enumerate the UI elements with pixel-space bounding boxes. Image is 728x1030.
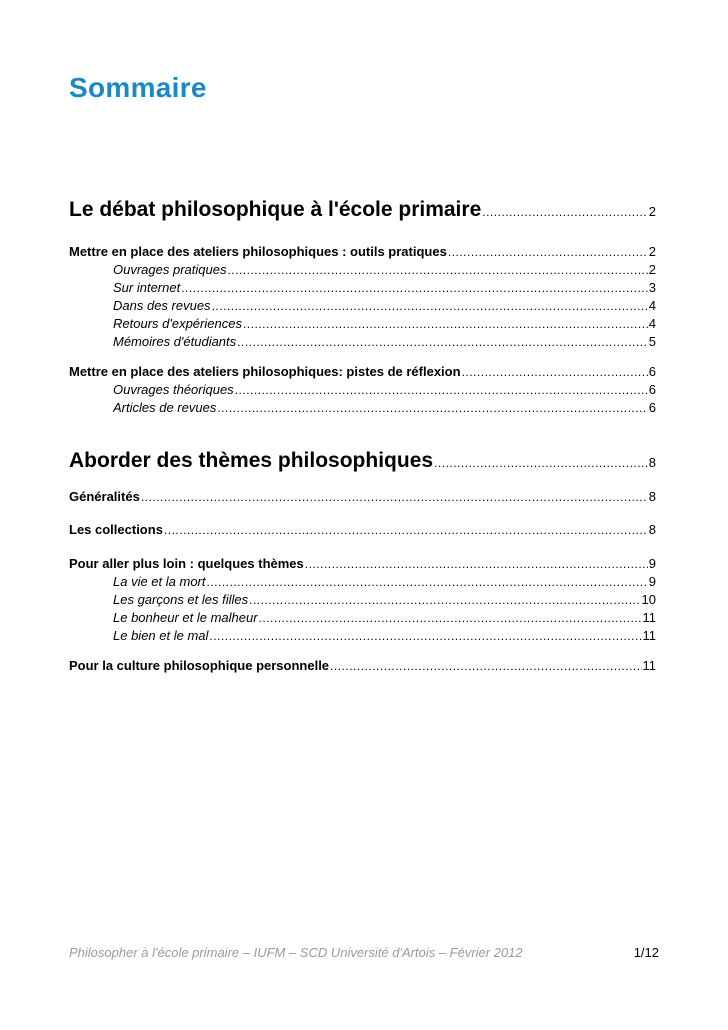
toc-page-number: 10 [641,592,656,607]
toc-entry[interactable] [113,334,656,349]
toc-page-number: 6 [648,364,656,379]
toc-entry-title: Les garçons et les filles [113,592,249,607]
toc-entry[interactable] [69,449,656,473]
toc-entry-title: Le bonheur et le malheur [113,610,258,625]
toc-entry-title: Ouvrages théoriques [113,382,234,397]
toc-entry-title: Articles de revues [113,400,217,415]
toc-entry[interactable] [113,298,656,313]
leader-dots [181,281,648,295]
leader-dots [330,659,641,673]
toc-entry-title: Les collections [69,522,163,537]
leader-dots [462,365,648,379]
leader-dots [212,299,648,313]
page-footer [69,945,659,960]
toc-entry[interactable] [113,316,656,331]
toc-page-number: 11 [642,658,656,673]
leader-dots [434,456,648,470]
toc-page-number: 8 [648,522,656,537]
toc-entry-title: Pour aller plus loin : quelques thèmes [69,556,304,571]
leader-dots [305,557,648,571]
toc-entry-title: Retours d'expériences [113,316,242,331]
toc-entry[interactable] [113,382,656,397]
leader-dots [209,629,641,643]
leader-dots [235,383,648,397]
toc-entry[interactable] [113,280,656,295]
toc-page-number: 3 [648,280,656,295]
leader-dots [164,523,648,537]
toc-page-number: 11 [642,610,656,625]
toc-page-number: 11 [642,628,656,643]
toc-page-number: 4 [648,298,656,313]
leader-dots [217,401,647,415]
leader-dots [243,317,648,331]
toc-entry-title: Aborder des thèmes philosophiques [69,449,434,472]
toc-entry[interactable] [69,244,656,259]
toc-entry-title: Le bien et le mal [113,628,209,643]
toc-entry[interactable] [69,489,656,504]
toc-entry-title: Sur internet [113,280,181,295]
toc-entry-title: Mémoires d'étudiants [113,334,237,349]
toc-entry[interactable] [69,522,656,537]
leader-dots [141,490,648,504]
toc-entry-title: Généralités [69,489,140,504]
leader-dots [207,575,648,589]
toc-entry[interactable] [113,574,656,589]
toc-entry[interactable] [113,628,656,643]
toc-page-number: 2 [648,244,656,259]
toc-entry-title: Pour la culture philosophique personnelle [69,658,330,673]
toc-entry-title: La vie et la mort [113,574,206,589]
toc-page-number: 6 [648,400,656,415]
leader-dots [237,335,648,349]
toc-entry-title: Ouvrages pratiques [113,262,227,277]
toc-page-number: 8 [648,455,656,470]
toc-page-number: 4 [648,316,656,331]
footer-text: Philosopher à l'école primaire – IUFM – SCD Université d'Artois – Février 2012 [69,945,523,960]
toc-entry[interactable] [69,364,656,379]
toc-page-number: 8 [648,489,656,504]
toc-entry-title: Mettre en place des ateliers philosophiques: pistes de réflexion [69,364,461,379]
toc-entry[interactable] [69,658,656,673]
toc-entry[interactable] [113,262,656,277]
leader-dots [448,245,648,259]
footer-page-number: 1/12 [633,945,659,960]
toc-entry[interactable] [113,610,656,625]
leader-dots [227,263,647,277]
toc-page-number: 9 [648,556,656,571]
toc-page-number: 2 [648,204,656,219]
leader-dots [249,593,640,607]
toc-entry[interactable] [69,198,656,222]
leader-dots [259,611,642,625]
toc-entry[interactable] [113,400,656,415]
page-title: Sommaire [69,72,207,103]
leader-dots [482,205,648,219]
toc-entry-title: Dans des revues [113,298,211,313]
toc-entry[interactable] [113,592,656,607]
toc-entry-title: Mettre en place des ateliers philosophiques : outils pratiques [69,244,447,259]
toc-page-number: 9 [648,574,656,589]
toc-page-number: 2 [648,262,656,277]
toc-page-number: 6 [648,382,656,397]
toc-page-number: 5 [648,334,656,349]
toc-entry[interactable] [69,556,656,571]
toc-entry-title: Le débat philosophique à l'école primaire [69,198,482,221]
